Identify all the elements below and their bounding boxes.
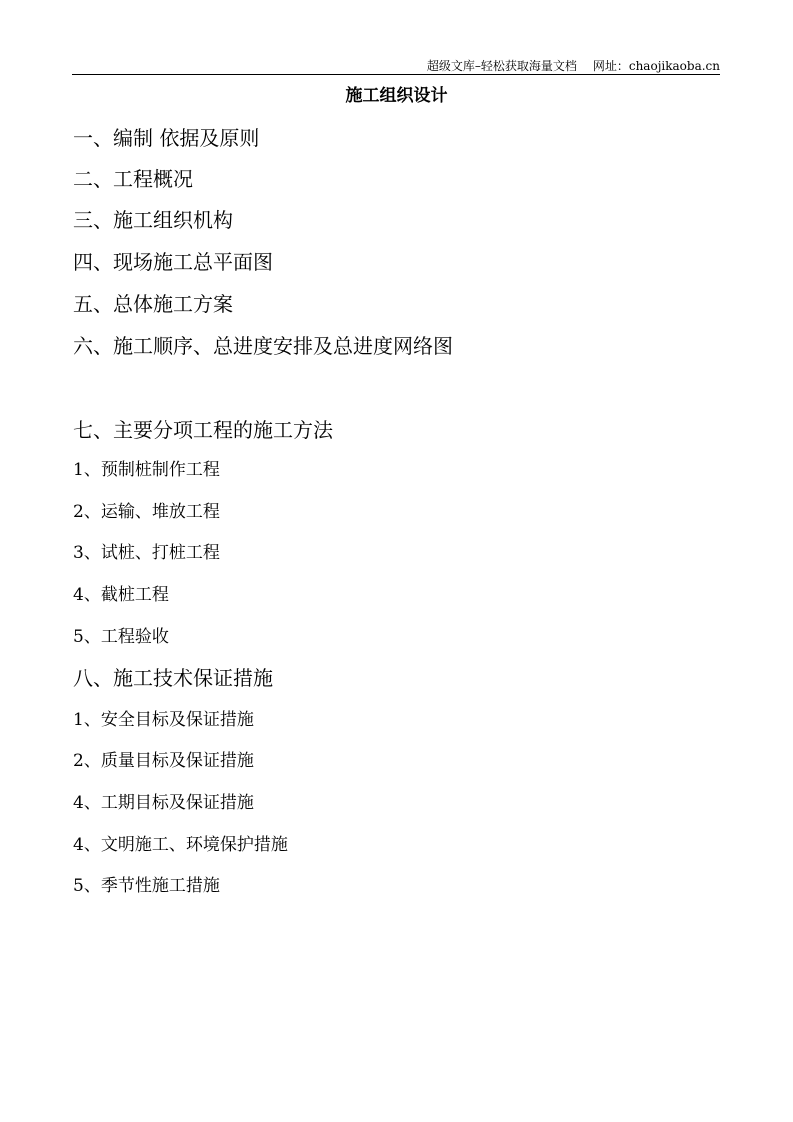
header-text xyxy=(427,59,720,73)
section-heading-8: 八、施工技术保证措施 xyxy=(73,666,273,690)
list-item: 4、文明施工、环境保护措施 xyxy=(73,835,288,855)
section-heading-4: 四、现场施工总平面图 xyxy=(73,250,273,274)
section-heading-7: 七、主要分项工程的施工方法 xyxy=(73,418,333,442)
list-item: 5、工程验收 xyxy=(73,627,169,647)
list-item: 1、安全目标及保证措施 xyxy=(73,710,254,730)
list-item: 5、季节性施工措施 xyxy=(73,876,220,896)
list-item: 2、运输、堆放工程 xyxy=(73,502,220,522)
document-title: 施工组织设计 xyxy=(345,86,448,106)
list-item: 4、工期目标及保证措施 xyxy=(73,793,254,813)
header-rule xyxy=(72,74,720,75)
list-item: 4、截桩工程 xyxy=(73,585,169,605)
section-heading-2: 二、工程概况 xyxy=(73,167,193,191)
section-heading-3: 三、施工组织机构 xyxy=(73,208,233,232)
header-url-label: 网址： xyxy=(592,59,629,73)
header-site-text: 超级文库–轻松获取海量文档 xyxy=(426,59,577,73)
header-url-link[interactable]: chaojikaoba.cn xyxy=(628,59,720,73)
section-heading-5: 五、总体施工方案 xyxy=(73,292,233,316)
list-item: 3、试桩、打桩工程 xyxy=(73,543,220,563)
list-item: 2、质量目标及保证措施 xyxy=(73,751,254,771)
section-heading-6: 六、施工顺序、总进度安排及总进度网络图 xyxy=(73,334,453,358)
section-heading-1: 一、编制 依据及原则 xyxy=(73,126,260,150)
list-item: 1、预制桩制作工程 xyxy=(73,460,220,480)
